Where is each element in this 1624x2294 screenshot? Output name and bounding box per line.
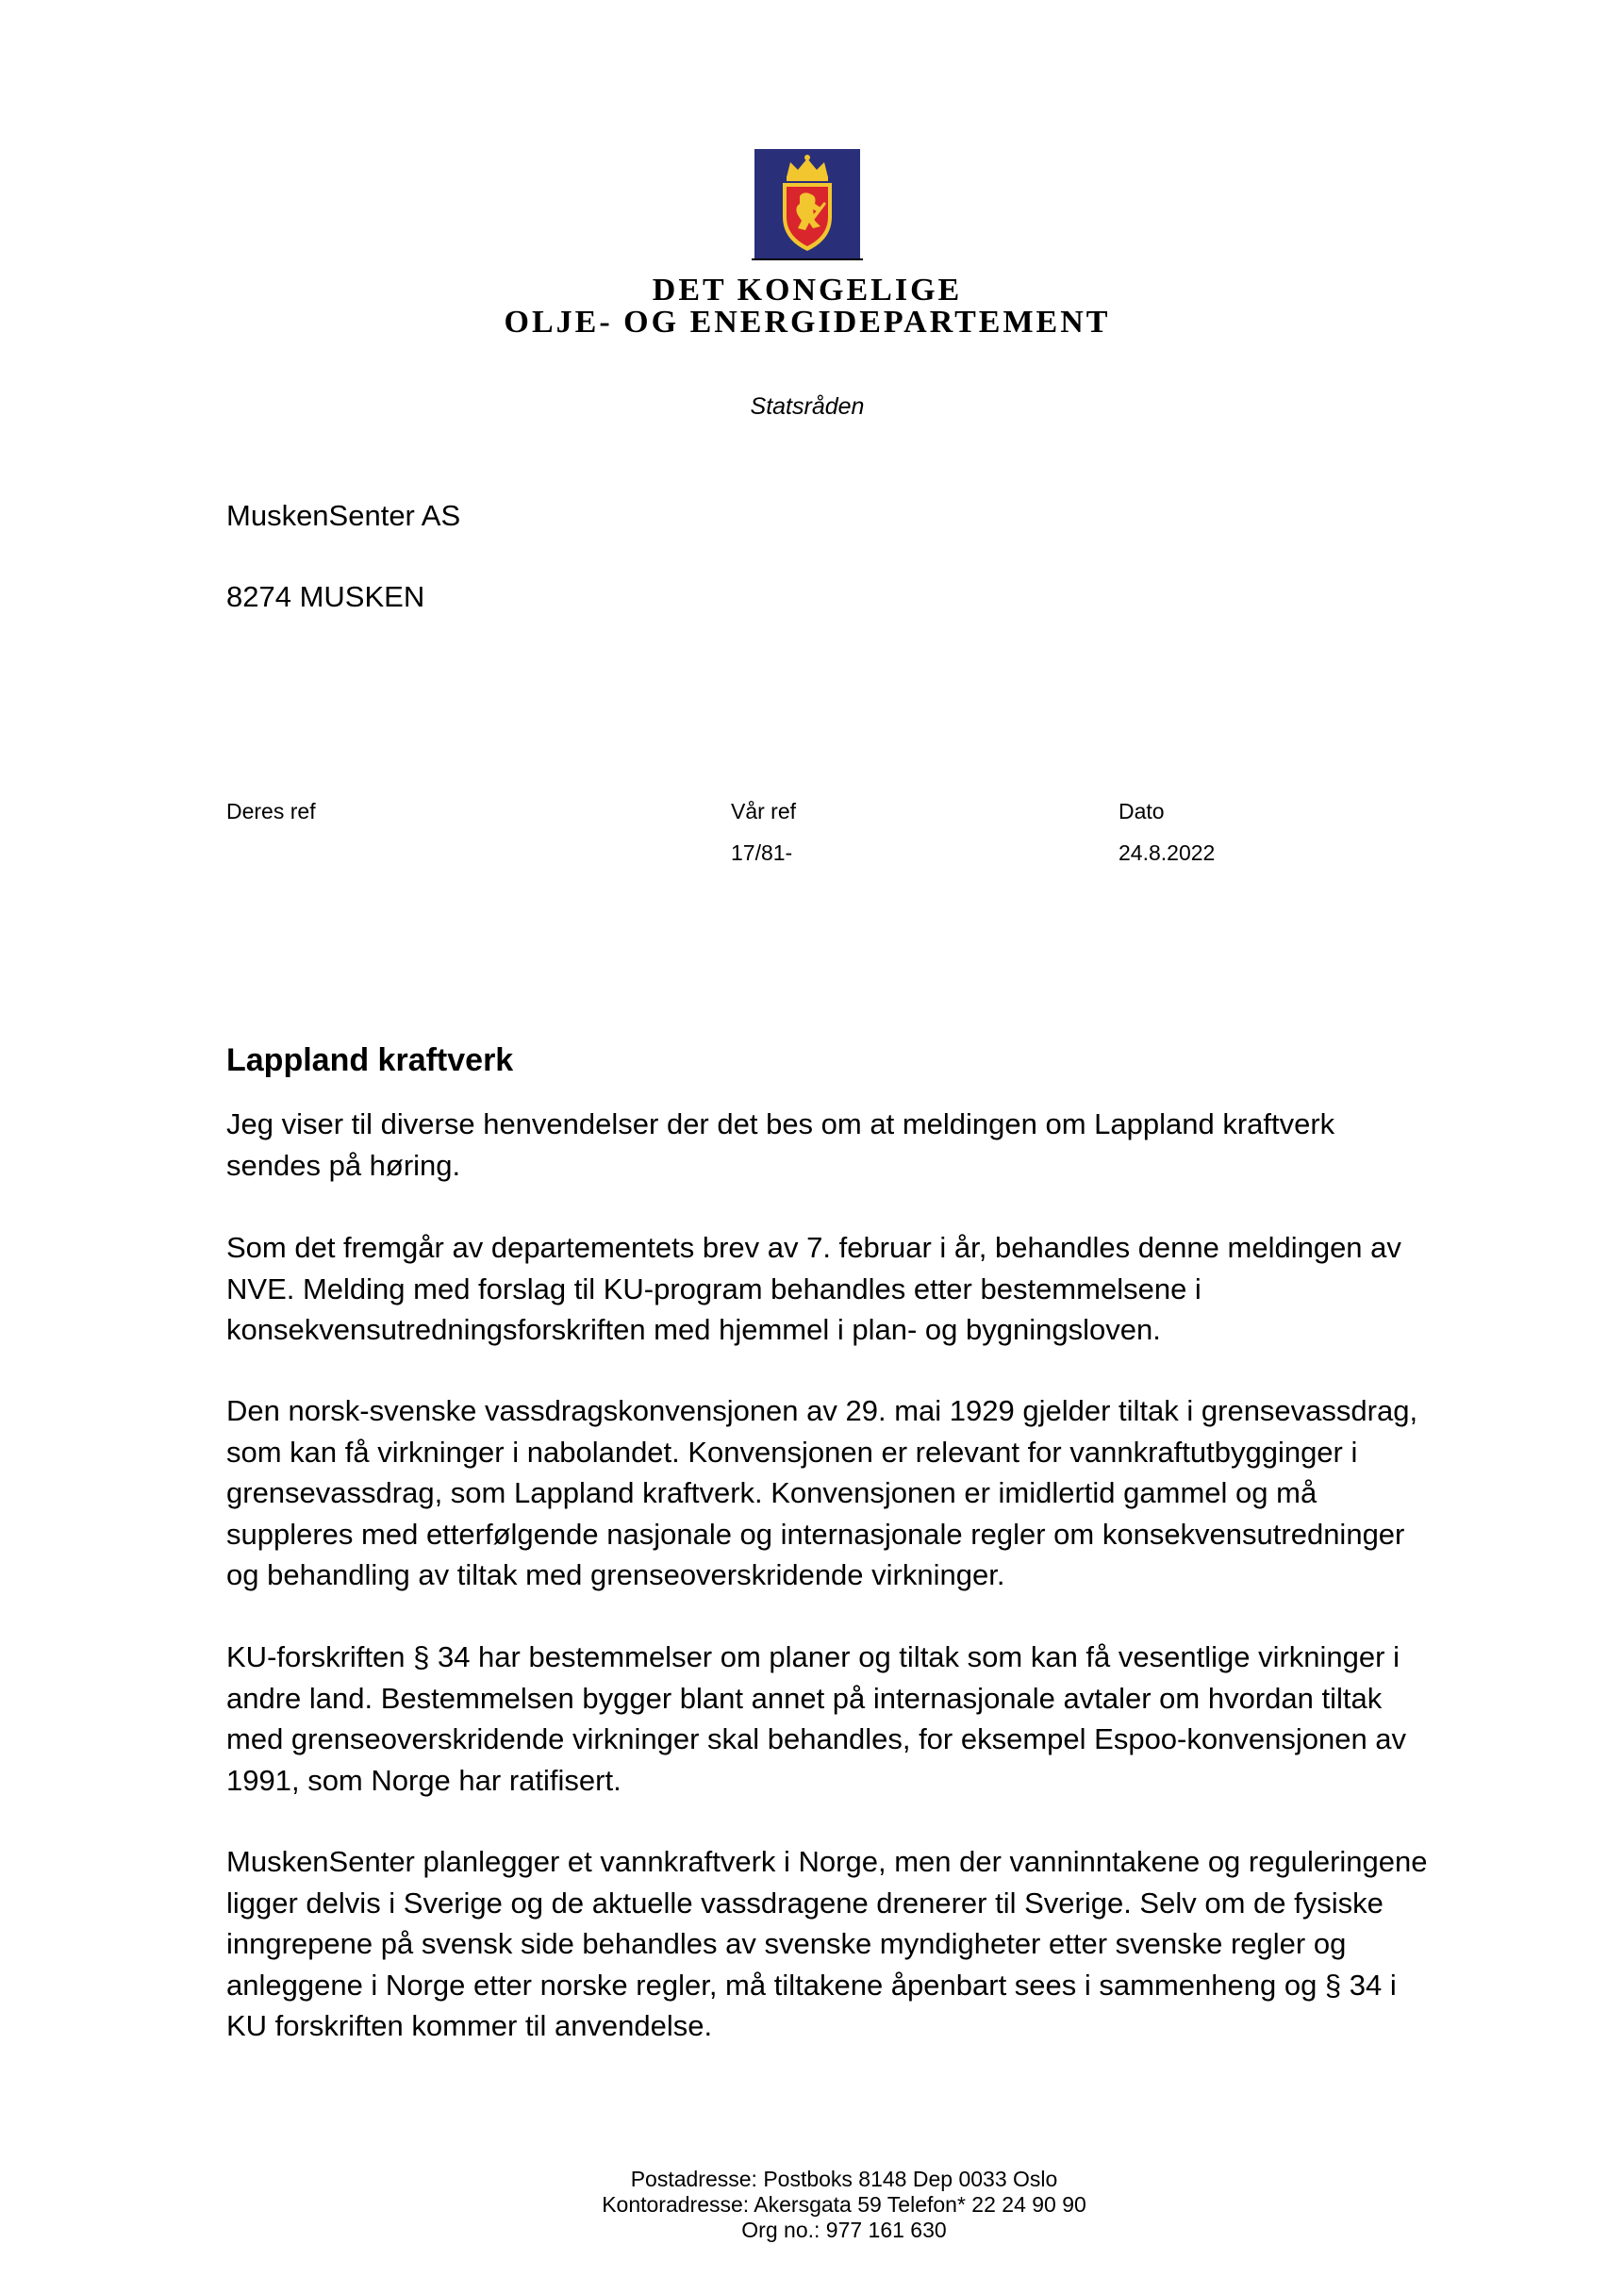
- paragraph-line: med grenseoverskridende virkninger skal behandles, for eksempel Espoo-konvensjonen av: [226, 1722, 1407, 1755]
- paragraph-3: [226, 1390, 1481, 1596]
- letterhead-divider: [752, 258, 863, 260]
- footer-org-no: Org no.: 977 161 630: [741, 2218, 947, 2242]
- paragraph-line: KU forskriften kommer til anvendelse.: [226, 2009, 713, 2042]
- paragraph-line: ligger delvis i Sverige og de aktuelle vassdragene drenerer til Sverige. Selv om de fysiske: [226, 1886, 1384, 1920]
- paragraph-line: Jeg viser til diverse henvendelser der det bes om at meldingen om Lappland kraftverk: [226, 1107, 1335, 1140]
- department-name-line2: OLJE- OG ENERGIDEPARTEMENT: [504, 305, 1111, 340]
- paragraph-1: [226, 1104, 1481, 1186]
- department-name-line1: DET KONGELIGE: [652, 273, 963, 308]
- paragraph-line: sendes på høring.: [226, 1148, 461, 1182]
- paragraph-line: Som det fremgår av departementets brev av 7. februar i år, behandles denne meldingen av: [226, 1231, 1401, 1264]
- paragraph-line: inngrepene på svensk side behandles av svenske myndigheter etter svenske regler og: [226, 1927, 1347, 1960]
- coat-of-arms-lion-icon: [754, 149, 860, 259]
- paragraph-line: NVE. Melding med forslag til KU-program behandles etter bestemmelsene i: [226, 1272, 1201, 1305]
- dato-label: Dato: [1119, 799, 1165, 823]
- letter-title: Lappland kraftverk: [226, 1042, 514, 1078]
- sender-role: Statsråden: [750, 393, 865, 420]
- footer-postadresse: Postadresse: Postboks 8148 Dep 0033 Oslo: [630, 2167, 1058, 2191]
- paragraph-line: Den norsk-svenske vassdragskonvensjonen av 29. mai 1929 gjelder tiltak i grensevassdrag,: [226, 1394, 1418, 1427]
- footer-kontoradresse: Kontoradresse: Akersgata 59 Telefon* 22 24 90 90: [602, 2192, 1086, 2217]
- recipient-name: MuskenSenter AS: [226, 499, 461, 532]
- paragraph-line: konsekvensutredningsforskriften med hjemmel i plan- og bygningsloven.: [226, 1313, 1161, 1346]
- paragraph-line: 1991, som Norge har ratifisert.: [226, 1763, 621, 1797]
- deres-ref-label: Deres ref: [226, 799, 316, 823]
- var-ref-value: 17/81-: [731, 840, 793, 865]
- paragraph-line: som kan få virkninger i nabolandet. Konvensjonen er relevant for vannkraftutbygginger i: [226, 1435, 1358, 1469]
- paragraph-line: anleggene i Norge etter norske regler, må tiltakene åpenbart sees i sammenheng og § 34 i: [226, 1968, 1397, 2002]
- recipient-postal: 8274 MUSKEN: [226, 580, 425, 613]
- paragraph-2: [226, 1227, 1481, 1351]
- dato-value: 24.8.2022: [1119, 840, 1216, 865]
- paragraph-line: MuskenSenter planlegger et vannkraftverk i Norge, men der vanninntakene og reguleringene: [226, 1845, 1428, 1878]
- paragraph-4: [226, 1637, 1481, 1801]
- paragraph-line: suppleres med etterfølgende nasjonale og internasjonale regler om konsekvensutredninger: [226, 1517, 1405, 1551]
- var-ref-label: Vår ref: [731, 799, 797, 823]
- paragraph-line: grensevassdrag, som Lappland kraftverk. Konvensjonen er imidlertid gammel og må: [226, 1476, 1317, 1509]
- paragraph-line: KU-forskriften § 34 har bestemmelser om planer og tiltak som kan få vesentlige virkninger i: [226, 1640, 1400, 1673]
- paragraph-line: andre land. Bestemmelsen bygger blant annet på internasjonale avtaler om hvordan tiltak: [226, 1681, 1383, 1715]
- paragraph-line: og behandling av tiltak med grenseoverskridende virkninger.: [226, 1558, 1005, 1591]
- paragraph-5: [226, 1841, 1481, 2047]
